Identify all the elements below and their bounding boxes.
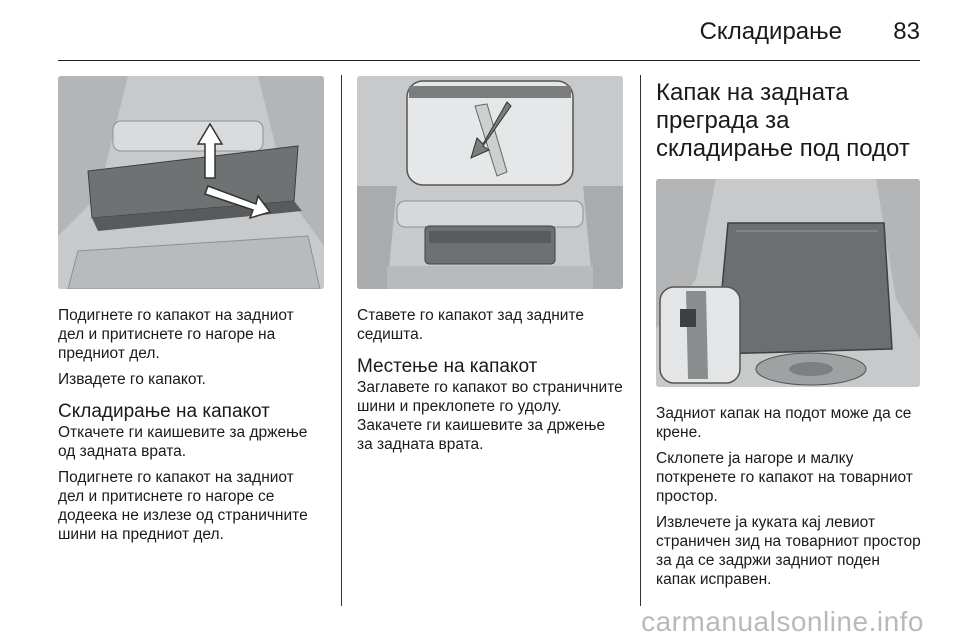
column-2 [357, 76, 623, 461]
column-divider-1 [341, 75, 342, 606]
page-number: 83 [893, 18, 920, 45]
col2-paragraph-1: Ставете го капакот зад задните седишта. [357, 307, 585, 343]
illustration-remove-cover [58, 76, 324, 289]
heading-fitting: Местење на капакот [357, 356, 538, 377]
col3-paragraph-3: Извлечете ја куката кај левиот страничен зид на товарниот простор за да се задржи задниот поден капак исправен. [656, 514, 921, 588]
col1-paragraph-3: Откачете ги каишевите за држење од задната врата. [58, 424, 308, 460]
heading-floor-cover: Капак на задната преграда за складирање под подот [656, 79, 910, 162]
watermark: carmanualsonline.info [641, 606, 924, 637]
col1-paragraph-2: Извадете го капакот. [58, 371, 206, 388]
page-header [0, 0, 960, 62]
heading-storage: Складирање на капакот [58, 401, 270, 422]
illustration-place-cover [357, 76, 623, 289]
column-3 [656, 79, 922, 596]
col1-paragraph-1: Подигнете го капакот на задниот дел и притиснете го нагоре на предниот дел. [58, 307, 294, 362]
col2-paragraph-2: Заглавете го капакот во страничните шини и преклопете го удолу. Закачете ги каишевите за држење за задната врата. [357, 379, 623, 453]
header-rule [58, 60, 920, 61]
column-1 [58, 76, 324, 551]
column-divider-2 [640, 75, 641, 606]
col1-paragraph-4: Подигнете го капакот на задниот дел и притиснете го нагоре се додеека не излезе од страничните шини на предниот дел. [58, 469, 308, 543]
illustration-floor-cover [656, 179, 920, 387]
page-title: Складирање [699, 18, 842, 45]
col3-paragraph-2: Склопете ја нагоре и малку поткренете го капакот на товарниот простор. [656, 450, 913, 505]
col3-paragraph-1: Задниот капак на подот може да се крене. [656, 405, 912, 441]
